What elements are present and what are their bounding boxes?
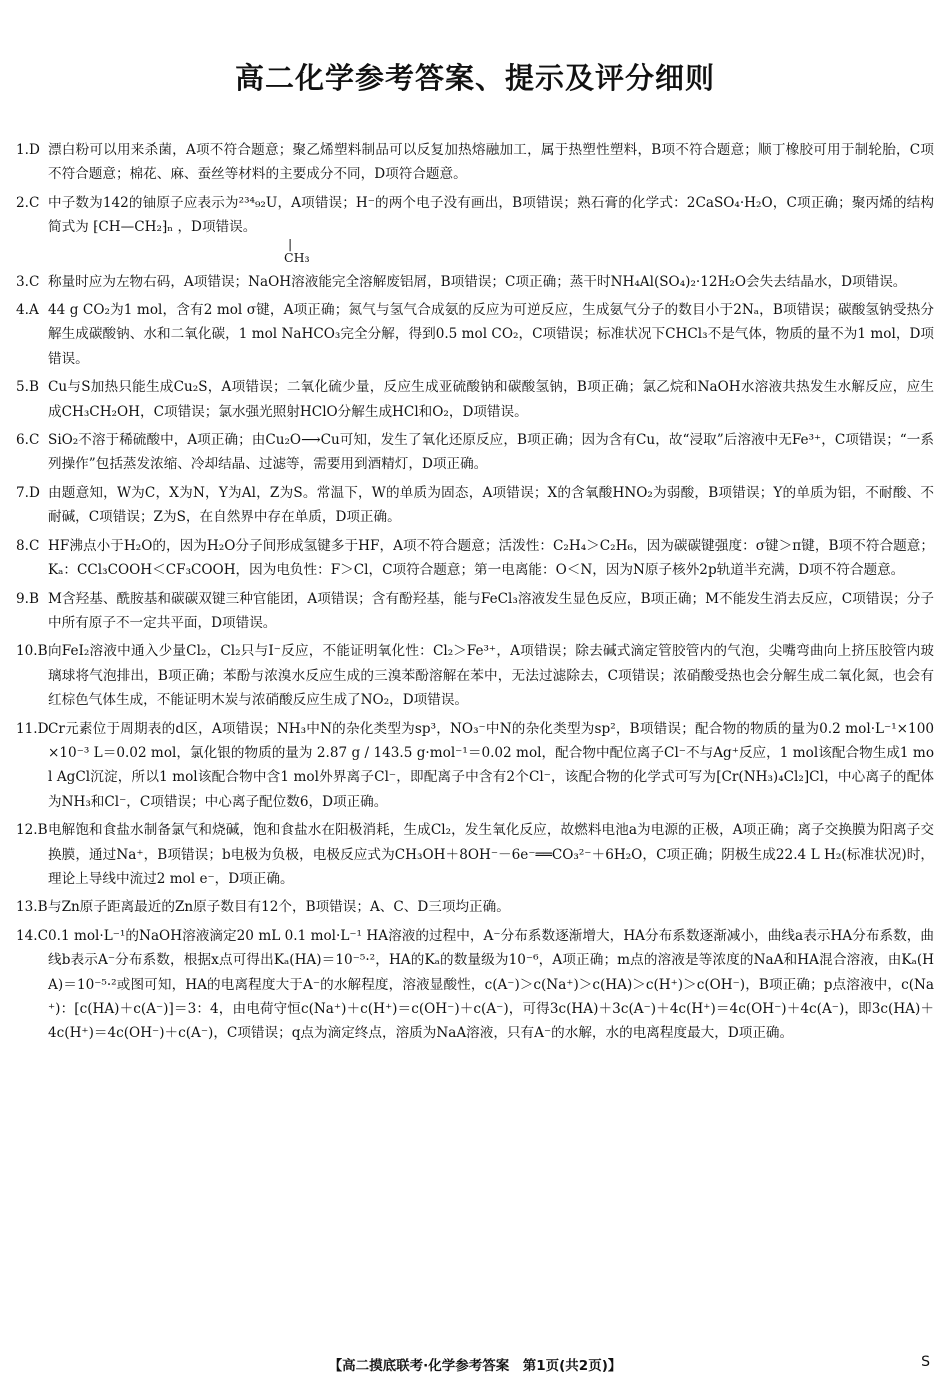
answer-number: 9.B: [16, 590, 39, 607]
answer-item-14: [16, 924, 934, 1046]
answer-number: 10.B: [16, 643, 48, 660]
answer-explanation: 漂白粉可以用来杀菌，A项不符合题意；聚乙烯塑料制品可以反复加热熔融加工，属于热塑性塑料，B项不符合题意；顺丁橡胶可用于制轮胎，C项不符合题意；棉花、麻、蚕丝等材料的主要成分不同，D项符合题意。: [48, 142, 934, 183]
answer-explanation: SiO₂不溶于稀硫酸中，A项正确；由Cu₂O⟶Cu可知，发生了氧化还原反应，B项正确；因为含有Cu，故“浸取”后溶液中无Fe³⁺，C项错误；“一系列操作”包括蒸发浓缩、冷却结晶、过滤等，需要用到酒精灯，D项正确。: [48, 432, 934, 473]
page-code: S: [921, 1354, 930, 1370]
page-footer: 【高二摸底联考·化学参考答案 第1页(共2页)】: [328, 1358, 622, 1374]
answer-explanation: 44 g CO₂为1 mol，含有2 mol σ键，A项正确；氮气与氢气合成氨的反应为可逆反应，生成氨气分子的数目小于2Nₐ，B项错误；碳酸氢钠受热分解生成碳酸钠、水和二氧化碳，1 mol NaHCO₃完全分解，得到0.5 mol CO₂，C项错误；标准状况下CHCl₃不是气体，物质的量不为1 mol，D项错误。: [48, 302, 934, 367]
answer-explanation: 中子数为142的铀原子应表示为²³⁴₉₂U，A项错误；H⁻的两个电子没有画出，B项错误；熟石膏的化学式：2CaSO₄·H₂O，C项正确；聚丙烯的结构简式为 ⁅CH—CH₂⁆ₙ ，D项错误。: [48, 194, 934, 236]
answer-number: 11.D: [16, 720, 49, 737]
page-title: 高二化学参考答案、提示及评分细则: [234, 61, 715, 95]
answer-number: 13.B: [16, 899, 48, 916]
answer-explanation: 电解饱和食盐水制备氯气和烧碱，饱和食盐水在阳极消耗，生成Cl₂，发生氧化反应，故燃料电池a为电源的正极，A项正确；离子交换膜为阳离子交换膜，通过Na⁺，B项错误；b电极为负极，电极反应式为CH₃OH＋8OH⁻－6e⁻══CO₃²⁻＋6H₂O，C项正确；阴极生成22.4 L H₂(标准状况)时，理论上导线中流过2 mol e⁻，D项正确。: [48, 822, 934, 887]
answer-explanation: M含羟基、酰胺基和碳碳双键三种官能团，A项错误；含有酚羟基，能与FeCl₃溶液发生显色反应，B项正确；M不能发生消去反应，C项错误；分子中所有原子不一定共平面，D项错误。: [48, 590, 934, 631]
answer-number: 1.D: [16, 142, 40, 158]
answer-number: 2.C: [16, 194, 40, 211]
answer-number: 14.C: [16, 927, 49, 944]
answer-explanation: 与Zn原子距离最近的Zn原子数目有12个，B项错误；A、C、D三项均正确。: [48, 899, 510, 916]
answer-item-6: [16, 428, 934, 477]
answer-item-1: [16, 138, 934, 187]
answer-list: [16, 138, 934, 1050]
answer-number: 12.B: [16, 822, 48, 839]
answer-item-5: [16, 375, 934, 424]
answer-item-4: [16, 298, 934, 371]
answer-item-12: [16, 818, 934, 891]
answer-number: 4.A: [16, 302, 39, 319]
answer-number: 5.B: [16, 379, 39, 396]
answer-number: 7.D: [16, 484, 40, 501]
answer-explanation: HF沸点小于H₂O的，因为H₂O分子间形成氢键多于HF，A项不符合题意；活泼性：C₂H₄＞C₂H₆，因为碳碳键强度：σ键＞π键，B项不符合题意；Kₐ：CCl₃COOH＜CF₃COOH，因为电负性：F＞Cl，C项符合题意；第一电离能：O＜N，因为N原子核外2p轨道半充满，D项不符合题意。: [48, 537, 934, 579]
answer-item-11: [16, 717, 934, 815]
structure-methyl-group: CH₃: [284, 249, 310, 265]
answer-explanation: Cr元素位于周期表的d区，A项错误；NH₃中N的杂化类型为sp³，NO₃⁻中N的杂化类型为sp²，B项错误；配合物的物质的量为0.2 mol·L⁻¹×100×10⁻³ L＝0.02 mol，氯化银的物质的量为 2.87 g / 143.5 g·mol⁻¹＝0.02 mol，配合物中配位离子Cl⁻不与Ag⁺反应，1 mol该配合物生成1 mol AgCl沉淀，所以1 mol该配合物中含1 mol外界离子Cl⁻，即配离子中含有2个Cl⁻，该配合物的化学式可写为[Cr(NH₃)₄Cl₂]Cl，中心离子的配体为NH₃和Cl⁻，C项错误；中心离子配位数6，D项正确。: [48, 720, 934, 810]
answer-number: 8.C: [16, 537, 40, 554]
answer-explanation: 0.1 mol·L⁻¹的NaOH溶液滴定20 mL 0.1 mol·L⁻¹ HA溶液的过程中，A⁻分布系数逐渐增大，HA分布系数逐渐减小，曲线a表示HA分布系数，曲线b表示A⁻分布系数，根据x点可得出Kₐ(HA)＝10⁻⁵·²，HA的Kₐ的数量级为10⁻⁶，A项正确；m点的溶液是等浓度的NaA和HA混合溶液，由Kₐ(HA)＝10⁻⁵·²或图可知，HA的电离程度大于A⁻的水解程度，溶液显酸性，c(A⁻)＞c(Na⁺)＞c(HA)＞c(H⁺)＞c(OH⁻)，B项正确；p点溶液中，c(Na⁺)：[c(HA)＋c(A⁻)]＝3：4，由电荷守恒c(Na⁺)＋c(H⁺)＝c(OH⁻)＋c(A⁻)，可得3c(HA)＋3c(A⁻)＋4c(H⁺)＝4c(OH⁻)＋4c(A⁻)，即3c(HA)＋4c(H⁺)＝4c(OH⁻)＋c(A⁻)，C项错误；q点为滴定终点，溶质为NaA溶液，只有A⁻的水解，水的电离程度最大，D项正确。: [48, 927, 934, 1042]
answer-explanation: 称量时应为左物右码，A项错误；NaOH溶液能完全溶解废铝屑，B项错误；C项正确；蒸干时NH₄Al(SO₄)₂·12H₂O会失去结晶水，D项错误。: [48, 273, 907, 290]
structure-branch-bond: |: [288, 235, 293, 251]
answer-number: 6.C: [16, 432, 40, 449]
answer-item-2: [16, 191, 934, 266]
polypropylene-structure: [284, 235, 934, 266]
answer-item-10: [16, 639, 934, 712]
answer-number: 3.C: [16, 273, 40, 290]
answer-explanation: 向FeI₂溶液中通入少量Cl₂，Cl₂只与I⁻反应，不能证明氧化性：Cl₂＞Fe³⁺，A项错误；除去碱式滴定管胶管内的气泡，尖嘴弯曲向上挤压胶管内玻璃球将气泡排出，B项正确；苯酚与浓溴水反应生成的三溴苯酚溶解在苯中，无法过滤除去，C项错误；浓硝酸受热也会分解生成二氧化氮，也会有红棕色气体生成，不能证明木炭与浓硝酸反应生成了NO₂，D项错误。: [48, 643, 934, 709]
answer-item-7: [16, 481, 934, 530]
answer-item-3: [16, 270, 934, 294]
answer-item-8: [16, 534, 934, 583]
answer-explanation: 由题意知，W为C，X为N，Y为Al，Z为S。常温下，W的单质为固态，A项错误；X的含氧酸HNO₂为弱酸，B项错误；Y的单质为铝，不耐酸、不耐碱，C项错误；Z为S，在自然界中存在单质，D项正确。: [48, 484, 934, 526]
answer-explanation: Cu与S加热只能生成Cu₂S，A项错误；二氧化硫少量，反应生成亚硫酸钠和碳酸氢钠，B项正确；氯乙烷和NaOH水溶液共热发生水解反应，应生成CH₃CH₂OH，C项错误；氯水强光照射HClO分解生成HCl和O₂，D项错误。: [48, 379, 934, 420]
answer-item-13: [16, 895, 934, 919]
answer-item-9: [16, 587, 934, 636]
